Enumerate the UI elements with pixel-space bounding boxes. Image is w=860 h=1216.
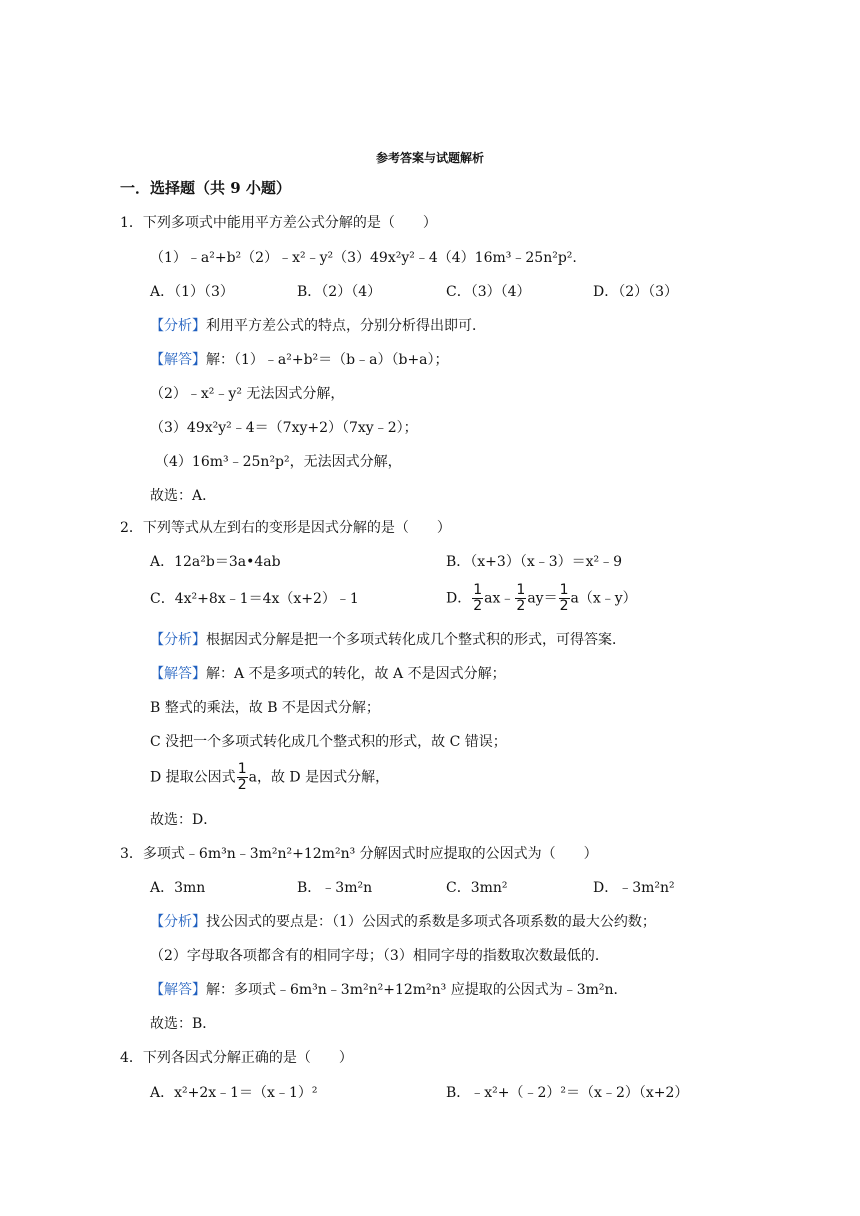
q1-solution-line-4: （4）16m³﹣25n²p²，无法因式分解， bbox=[155, 454, 402, 470]
q1-solution-line-1: 解：（1）﹣a²+b²＝（b﹣a）（b+a）； bbox=[206, 352, 449, 368]
q4-option-b: B．﹣x²+（﹣2）²＝（x﹣2）（x+2） bbox=[446, 1085, 689, 1101]
q1-solution-line-2: （2）﹣x²﹣y² 无法因式分解， bbox=[150, 386, 345, 402]
q1-solution bbox=[150, 350, 449, 370]
q3-analysis-text-2: （2）字母取各项都含有的相同字母；（3）相同字母的指数取次数最低的． bbox=[150, 948, 609, 964]
q2-solution-line-2: B 整式的乘法，故 B 不是因式分解； bbox=[150, 700, 380, 716]
q2-analysis bbox=[150, 630, 626, 650]
q3-option-a: A．3mn bbox=[150, 880, 206, 896]
q3-solution bbox=[150, 980, 628, 1000]
q2-solution-line-1: 解：A 不是多项式的转化，故 A 不是因式分解； bbox=[206, 666, 506, 682]
q3-analysis bbox=[150, 912, 656, 932]
q3-stem: 3．多项式﹣6m³n﹣3m²n²+12m²n³ 分解因式时应提取的公因式为（ ） bbox=[120, 846, 598, 862]
q3-option-c: C．3mn² bbox=[446, 880, 508, 896]
q1-option-c: C．（3）（4） bbox=[446, 284, 531, 300]
q2-option-c: C．4x²+8x﹣1＝4x（x+2）﹣1 bbox=[150, 591, 359, 607]
q2-solution bbox=[150, 664, 506, 684]
q1-option-d: D．（2）（3） bbox=[593, 284, 679, 300]
q2-solution-line-4: D 提取公因式 $\frac{1}{2}$ a，故 D 是因式分解， bbox=[150, 761, 390, 793]
q3-analysis-text-1: 找公因式的要点是：（1）公因式的系数是多项式各项系数的最大公约数； bbox=[206, 914, 656, 930]
q3-answer: 故选：B． bbox=[150, 1016, 217, 1032]
q3-option-b: B．﹣3m²n bbox=[297, 880, 373, 896]
q1-stem: 1．下列多项式中能用平方差公式分解的是（ ） bbox=[120, 215, 437, 231]
q2-option-b: B．（x+3）（x﹣3）＝x²﹣9 bbox=[446, 554, 623, 570]
q3-option-d: D．﹣3m²n² bbox=[593, 880, 675, 896]
q2-stem: 2．下列等式从左到右的变形是因式分解的是（ ） bbox=[120, 520, 451, 536]
fraction-one-half: $\frac{1}{2}$ bbox=[237, 761, 247, 793]
q1-option-a: A．（1）（3） bbox=[150, 284, 234, 300]
fraction-one-half: $\frac{1}{2}$ bbox=[516, 582, 526, 614]
q1-answer: 故选：A． bbox=[150, 488, 217, 504]
fraction-one-half: $\frac{1}{2}$ bbox=[559, 582, 569, 614]
q1-solution-line-3: （3）49x²y²﹣4＝（7xy+2）（7xy﹣2）； bbox=[150, 420, 418, 436]
q2-answer: 故选：D． bbox=[150, 812, 218, 828]
section-title: 一．选择题（共 9 小题） bbox=[120, 179, 291, 197]
q1-option-b: B．（2）（4） bbox=[297, 284, 382, 300]
q2-analysis-text: 根据因式分解是把一个多项式转化成几个整式积的形式，可得答案． bbox=[206, 632, 626, 648]
q3-solution-line-1: 解：多项式﹣6m³n﹣3m²n²+12m²n³ 应提取的公因式为﹣3m²n． bbox=[206, 982, 628, 998]
q1-items: （1）﹣a²+b²（2）﹣x²﹣y²（3）49x²y²﹣4（4）16m³﹣25n²p². bbox=[150, 250, 577, 266]
q2-option-a: A．12a²b＝3a•4ab bbox=[150, 554, 281, 570]
solution-label: 【解答】 bbox=[150, 666, 206, 682]
q4-option-a: A．x²+2x﹣1＝（x﹣1）² bbox=[150, 1085, 318, 1101]
page-title: 参考答案与试题解析 bbox=[375, 151, 484, 165]
q2-solution-line-3: C 没把一个多项式转化成几个整式积的形式，故 C 错误； bbox=[150, 734, 507, 750]
q4-stem: 4．下列各因式分解正确的是（ ） bbox=[120, 1050, 353, 1066]
q2-option-d: D． $\frac{1}{2}$ ax﹣ $\frac{1}{2}$ ay＝ $\frac{1}{2}$ a（x﹣y） bbox=[446, 582, 637, 614]
analysis-label: 【分析】 bbox=[150, 318, 206, 334]
analysis-label: 【分析】 bbox=[150, 914, 206, 930]
q1-analysis bbox=[150, 316, 486, 336]
fraction-one-half: $\frac{1}{2}$ bbox=[473, 582, 483, 614]
analysis-label: 【分析】 bbox=[150, 632, 206, 648]
q1-analysis-text: 利用平方差公式的特点，分别分析得出即可． bbox=[206, 318, 486, 334]
solution-label: 【解答】 bbox=[150, 352, 206, 368]
solution-label: 【解答】 bbox=[150, 982, 206, 998]
